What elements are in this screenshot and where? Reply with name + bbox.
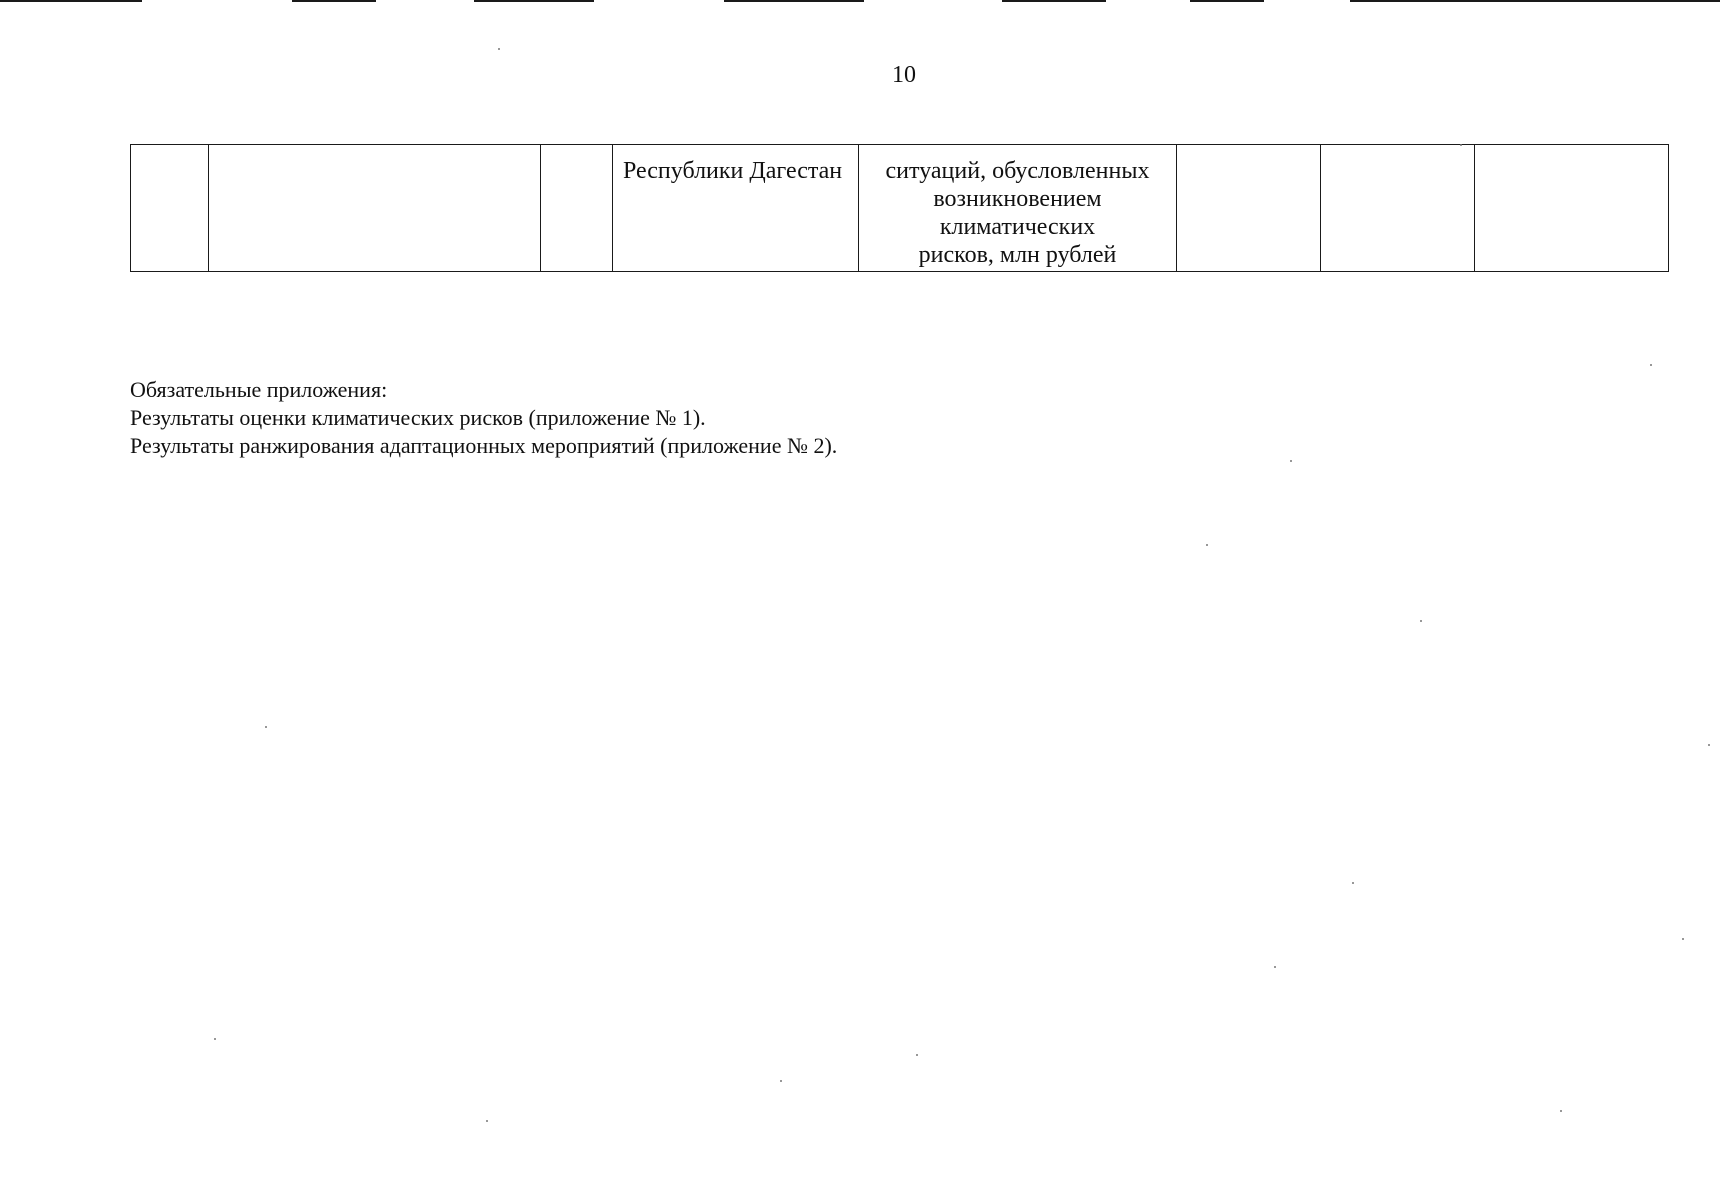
data-table: [130, 144, 1669, 272]
table-cell-7: [1321, 145, 1475, 272]
indicator-line-4: рисков, млн рублей: [918, 242, 1117, 268]
table-cell-6: [1177, 145, 1321, 272]
table-row: [131, 145, 1669, 272]
table-cell-indicator: [859, 145, 1177, 272]
attachments-heading: Обязательные приложения:: [130, 377, 388, 402]
indicator-line-1: ситуаций, обусловленных: [885, 158, 1150, 184]
indicator-line-3: климатических: [939, 214, 1096, 240]
table-cell-2: [209, 145, 541, 272]
table-cell-8: [1475, 145, 1669, 272]
table-cell-3: [541, 145, 613, 272]
attachment-item-1: Результаты оценки климатических рисков (приложение № 1).: [130, 405, 706, 430]
indicator-line-2: возникновением: [933, 186, 1102, 212]
table-cell-region: Республики Дагестан: [613, 145, 859, 272]
page-number: 10: [892, 62, 916, 88]
table-cell-1: [131, 145, 209, 272]
attachment-item-2: Результаты ранжирования адаптационных мероприятий (приложение № 2).: [130, 433, 838, 458]
attachments-section: [130, 376, 837, 460]
